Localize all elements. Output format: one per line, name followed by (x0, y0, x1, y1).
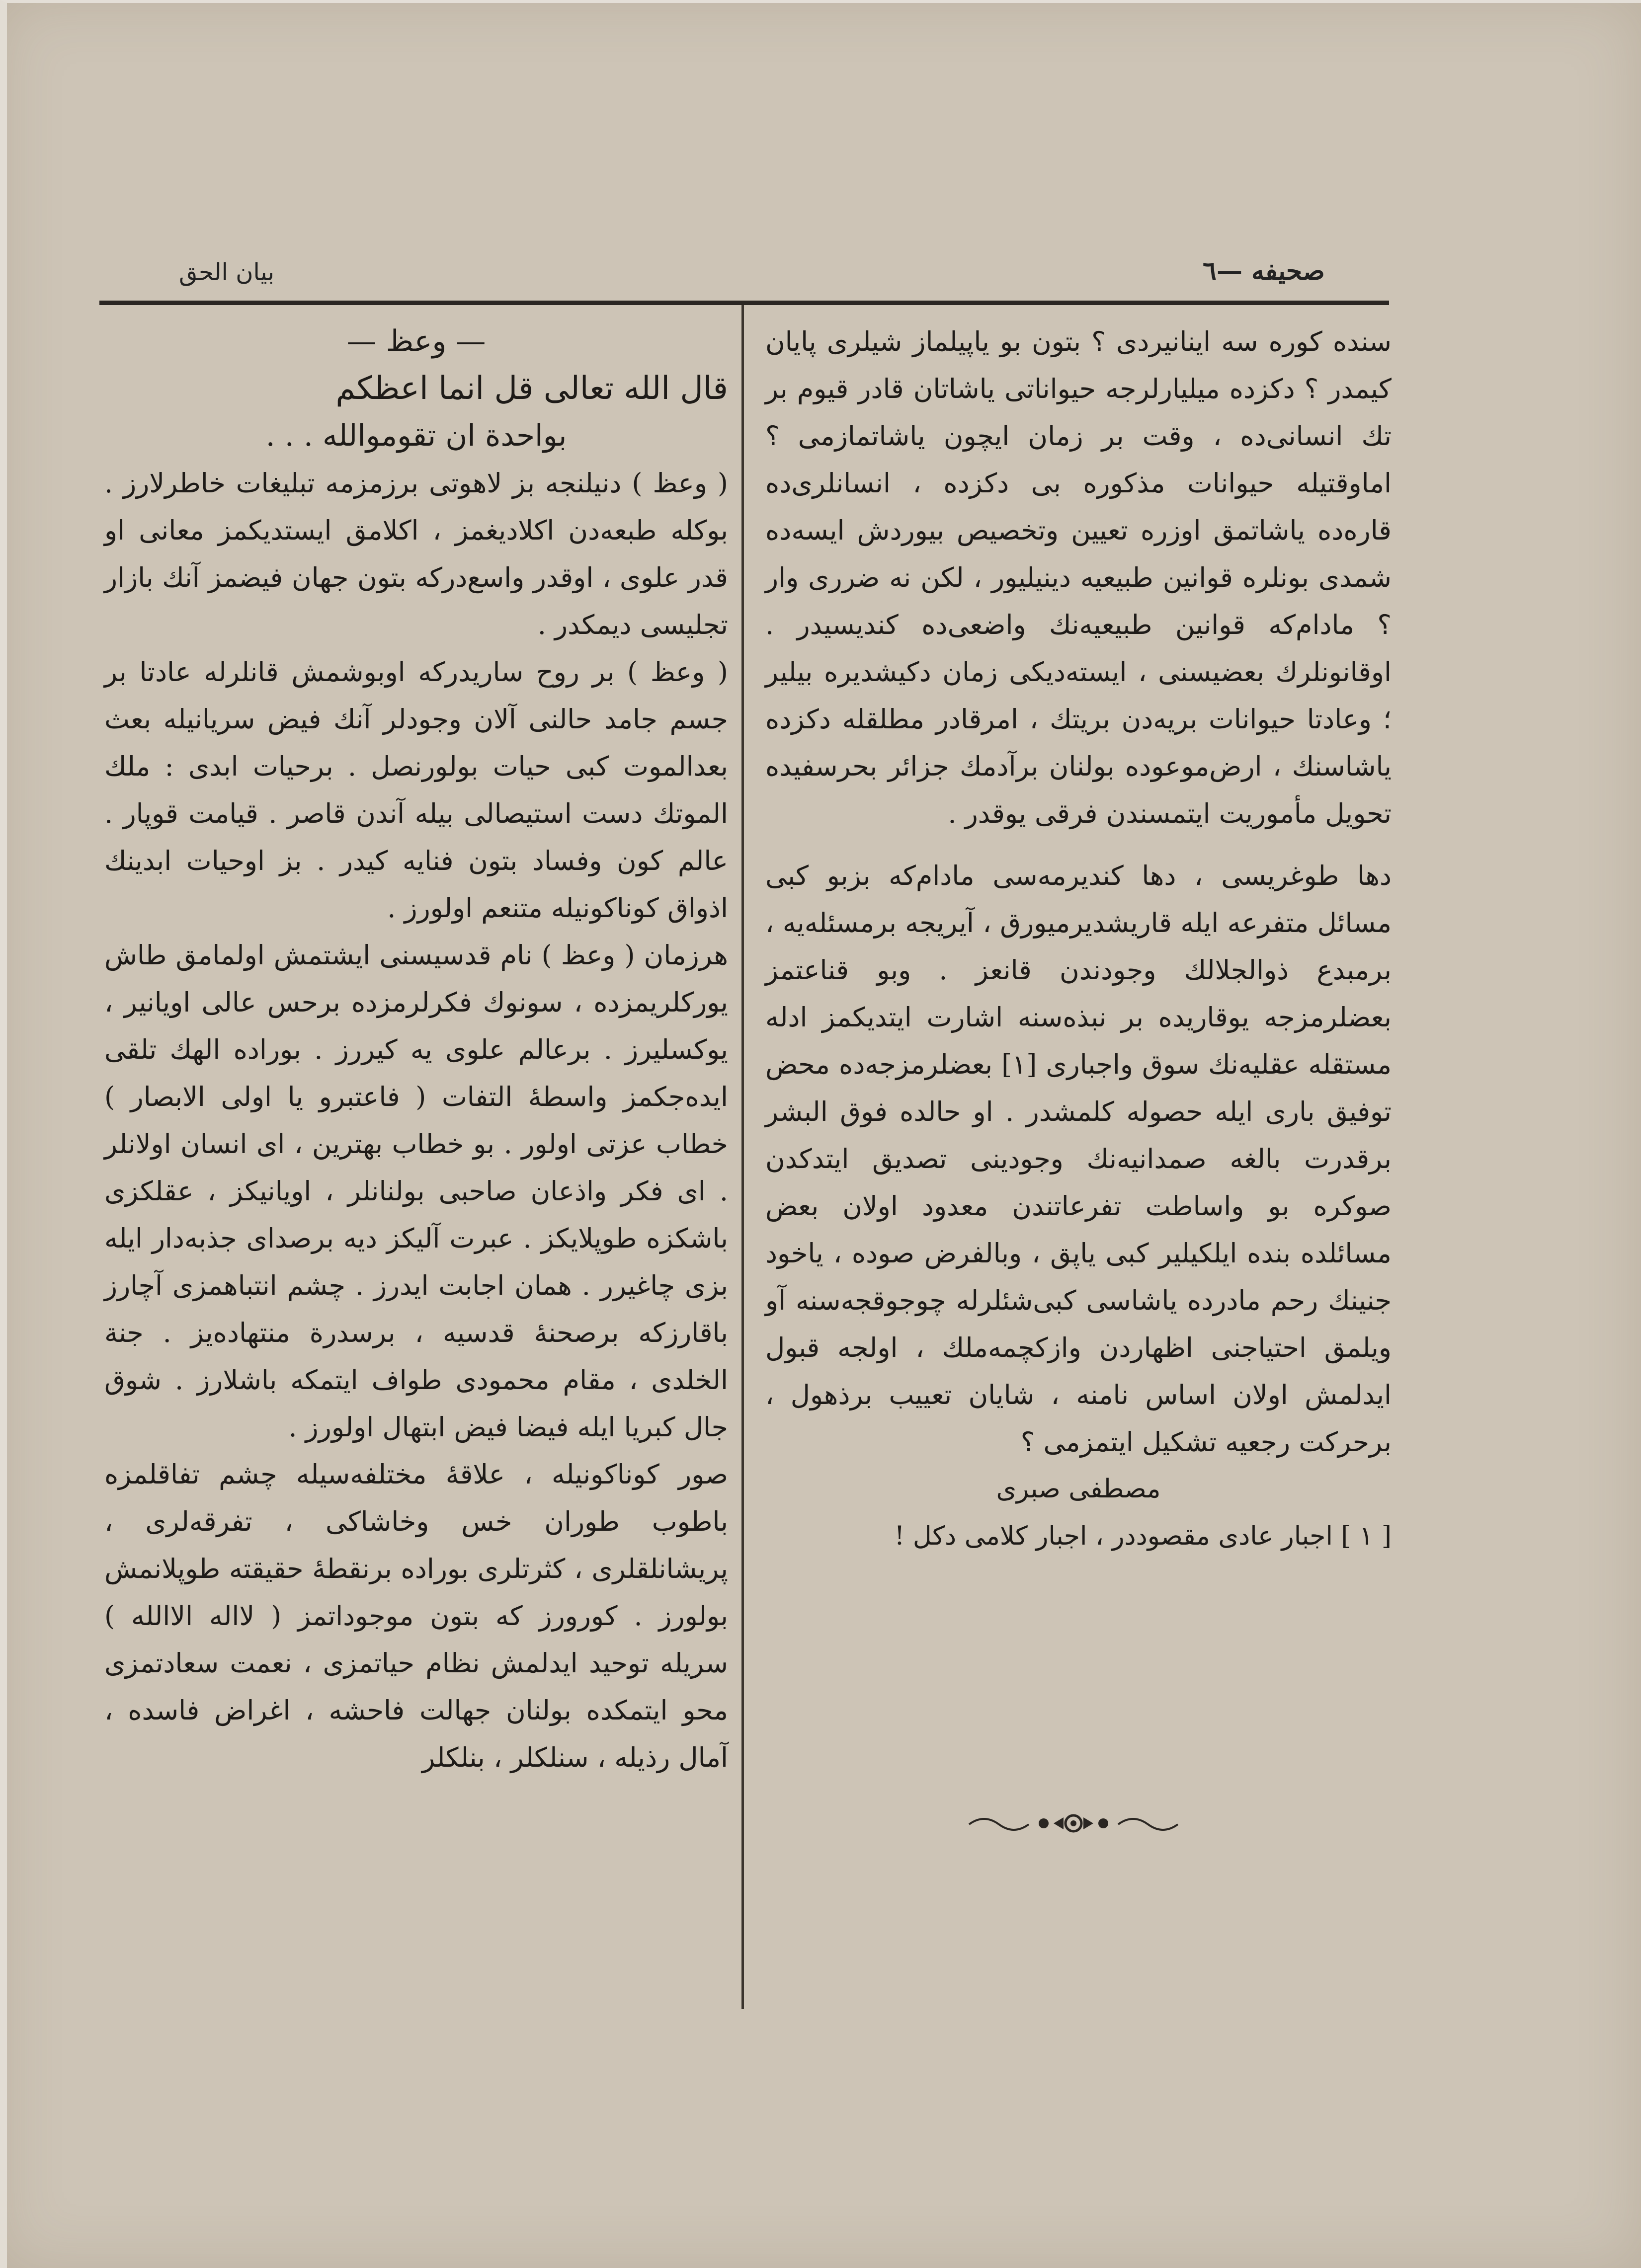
right-column (765, 318, 1392, 1560)
right-paragraph-2: دها طوغریسی ، دها کندیرمه‌سی مادام‌که بزبو کبی مسائل متفرعه ایله قاریشدیرمیورق ، آیریجه برمسئله‌یه ، برمبدع ذوالجلالك وجودندن قانعز . وبو قناعتمز بعضلرمزجه یوقاریده بر نبذه‌سنه اشارت ایتدیکمز ادله مستقله عقلیه‌نك سوق واجباری [١] بعضلرمزجه‌ده محض توفیق باری ایله حصوله کلمشدر . او حالده فوق البشر برقدرت بالغه صمدانیه‌نك وجودینی تصدیق ایتدکدن صوکره بو واساطت تفرعاتندن معدود اولان بعض مسائلده بنده ایلکیلیر کبی یاپق ، وبالفرض صوده ، یاخود جنینك رحم مادرده یاشاسی کبی‌شئلرله چوجوقجه‌سنه آو ویلمق احتیاجنی اظهاردن وازکچمه‌ملك ، اولجه قبول ایدلمش اولان اساس نامنه ، شایان تعییب برذهول ، برحرکت رجعیه تشکیل ایتمزمی ؟ (765, 860, 1392, 1458)
floral-divider-ornament-icon (964, 1808, 1183, 1838)
page-number-label: صحیفه —٦ (1203, 256, 1325, 286)
section-title: — وعظ — (346, 324, 486, 359)
left-column (104, 318, 728, 1781)
left-paragraph-1: ( وعظ ) دنیلنجه بز لاهوتی برزمزمه تبلیغات خاطرلارز . بوکله طبعه‌دن اکلادیغمز ، اکلامق ایستدیکمز معانی او قدر علوی ، اوقدر واسع‌درکه بتون جهان فیضمز آنك بازار تجلیسی دیمکدر . (104, 468, 728, 640)
left-paragraph-4: صور کوناکونیله ، علاقهٔ مختلفه‌سیله چشم تفاقلمزه باطوب طوران خس وخاشاکی ، تفرقه‌لری ، پریشانلقلری ، کثرتلری بوراده برنقطهٔ حقیقته طوپلانمش بولورز . کورورز که بتون موجوداتمز ( لااله الاالله ) سریله توحید ایدلمش نظام حیاتمزی ، نعمت سعادتمزی محو ایتمکده بولنان جهالت فاحشه ، اغراض فاسده ، آمال رذیله ، سنلکلر ، بنلکلر (104, 1459, 728, 1773)
footnote: [ ١ ] اجبار عادی مقصوددر ، اجبار کلامی دکل ! (894, 1521, 1392, 1551)
author-signature: مصطفی صبری (996, 1474, 1161, 1504)
journal-title: بیان الحق (179, 258, 274, 286)
verse-line-2: بواحدة ان تقوموالله . . . (265, 418, 567, 453)
right-paragraph-1: سنده کوره سه اینانیردی ؟ بتون بو یاپیلماز شیلری پایان کیمدر ؟ دکزده میلیارلرجه حیواناتی یاشاتان قادر قیوم بر تك انسانی‌ده ، وقت بر زمان ایچون یاشاتمازمی ؟ اماوقتیله حیوانات مذکوره بی دکزده ، انسانلری‌ده قاره‌ده یاشاتمق اوزره تعیین وتخصیص بیوردش ایسه‌ده شمدی بونلره قوانین طبیعیه دینیلیور ، لکن نه ضرری وار ؟ مادام‌که قوانین طبیعیه‌نك واضعی‌ده کندیسیدر . اوقانونلرك بعضیسنی ، ایسته‌دیکی زمان دکیشدیره بیلیر ؛ وعادتا حیوانات بریه‌دن بریتك ، امرقادر مطلقله دکزده یاشاسنك ، ارض‌موعوده بولنان برآدمك جزائر بحرسفیده تحویل مأموریت ایتمسندن فرقی یوقدر . (765, 326, 1392, 829)
header-rule (99, 301, 1389, 305)
verse-line-1: قال الله تعالی قل انما اعظکم (335, 370, 728, 407)
left-paragraph-2: ( وعظ ) بر روح ساریدرکه اوبوشمش قانلرله عادتا بر جسم جامد حالنی آلان وجودلر آنك فیض سریانیله بعث بعدالموت کبی حیات بولورنصل . برحیات ابدی : ملك الموتك دست استیصالی بیله آندن قاصر . قیامت قوپار . عالم کون وفساد بتون فنایه کیدر . بز اوحیات ابدینك اذواق کوناکونیله متنعم اولورز . (104, 656, 728, 924)
left-paragraph-3: هرزمان ( وعظ ) نام قدسیسنی ایشتمش اولمامق طاش یورکلریمزده ، سونوك فکرلرمزده برحس عالی اویانیر ، یوکسلیرز . برعالم علوی یه کیررز . بوراده الهك تلقی ایده‌جکمز واسطهٔ التفات ( فاعتبرو یا اولی الابصار ) خطاب عزتی اولور . بو خطاب بهترین ، ای انسان اولانلر . ای فکر واذعان صاحبی بولنانلر ، اویانیکز ، عقلکزی باشکزه طوپلایکز . عبرت آلیکز دیه برصدای جذبه‌دار ایله بزی چاغیرر . همان اجابت ایدرز . چشم انتباهمزی آچارز باقارزکه برصحنهٔ قدسیه ، برسدرة منتهاده‌یز . جنة الخلدی ، مقام محمودی طواف ایتمکه باشلارز . شوق جال کبریا ایله فیضا فیض ابتهال اولورز . (104, 939, 728, 1443)
column-divider (741, 305, 744, 2009)
paragraph-gap (765, 837, 1392, 852)
